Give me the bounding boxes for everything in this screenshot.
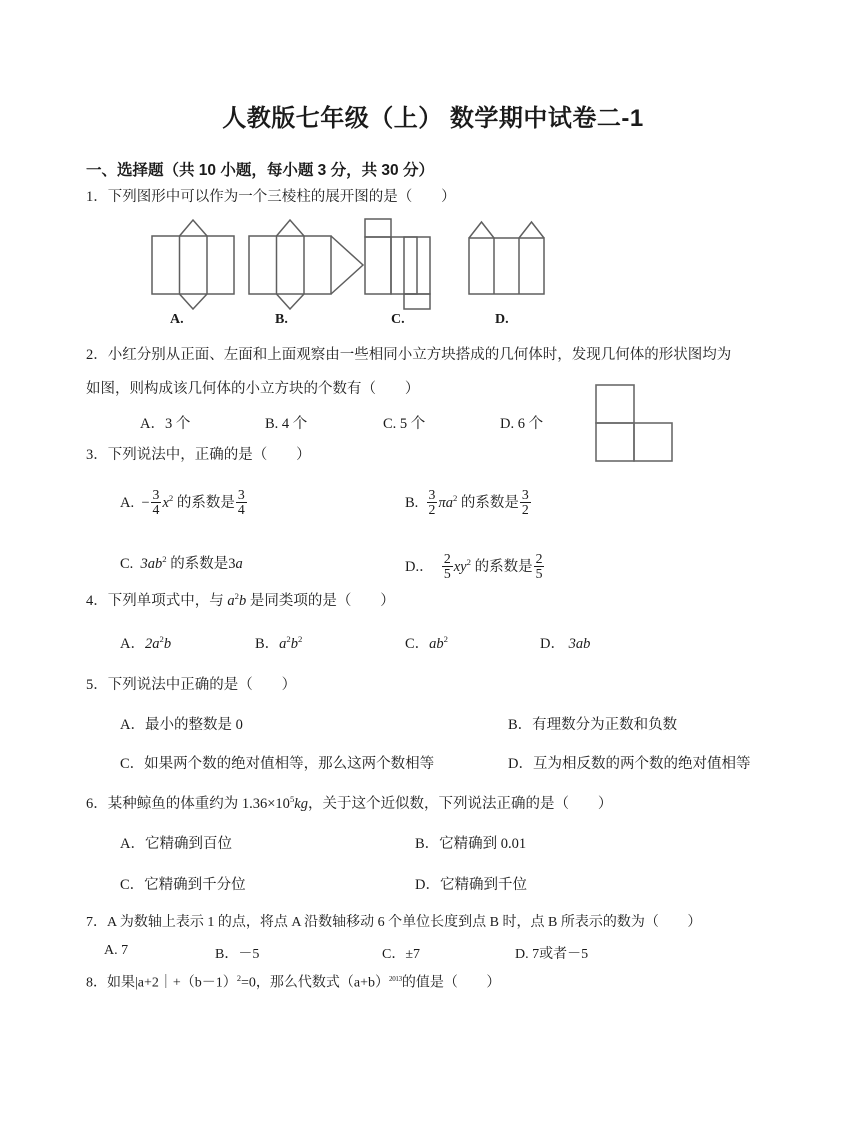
question-3 [86,444,311,466]
question-3-option-c-label: C. [120,556,134,572]
question-3-option-b-label: B. [405,494,419,511]
fraction-two-fifths: $\frac{2}{5}$ [443,551,451,582]
fraction-three-halves-2: $\frac{3}{2}$ [521,487,529,518]
question-4-option-c[interactable]: C．$ab^2$ [405,634,449,652]
question-5-option-a[interactable]: A．最小的整数是 0 [120,717,243,733]
net-label-c: C. [391,312,405,327]
question-7-number: 7． [86,915,107,930]
question-2-option-b[interactable]: B. 4 个 [265,416,308,432]
question-6-option-c[interactable]: C．它精确到千分位 [120,877,246,893]
question-2-option-a[interactable]: A．3 个 [140,416,191,432]
question-2-stem-line1: 小红分别从正面、左面和上面观察由一些相同小立方块搭成的几何体时，发现几何体的形状图均为 [107,347,732,363]
section-header-choice: 一、选择题（共 10 小题，每小题 3 分，共 30 分） [86,162,434,179]
question-1-stem: 下列图形中可以作为一个三棱柱的展开图的是（ [107,189,413,205]
fraction-three-quarters-2: $\frac{3}{4}$ [237,487,245,518]
fraction-two-fifths-2: $\frac{2}{5}$ [535,551,543,582]
question-7-option-c[interactable]: C．±7 [382,947,421,962]
question-4-option-d[interactable]: D． 3ab [540,636,591,652]
variable-a: a [445,494,453,511]
minus-sign: − [141,494,150,511]
question-6-option-a[interactable]: A．它精确到百位 [120,836,232,852]
question-3-option-a[interactable]: A. − $\frac{3}{4}$ $x^2$ 的系数是 $\frac{3}{4}$ [120,487,245,518]
fraction-three-quarters: $\frac{3}{4}$ [152,487,160,518]
question-6-option-d[interactable]: D．它精确到千位 [415,877,527,893]
net-option-b [247,218,369,310]
question-7-option-d[interactable]: D. 7或者－5 [515,947,589,962]
question-1-close: ） [441,189,456,205]
question-3-close: ） [296,447,311,463]
question-5: 5．下列说法中正确的是（ ） [86,677,297,693]
question-2-number: 2． [86,347,108,363]
question-1 [86,186,456,208]
question-5-option-d[interactable]: D．互为相反数的两个数的绝对值相等 [508,756,751,772]
question-5-option-c[interactable]: C．如果两个数的绝对值相等，那么这两个数相等 [120,756,435,772]
exponent-2013: 2013 [389,975,402,983]
net-option-a [141,218,245,310]
page-title: 人教版七年级（上） 数学期中试卷二-1 [222,105,644,132]
net-option-d [461,218,553,310]
question-7-option-b[interactable]: B．－5 [215,947,260,962]
question-8-number: 8． [86,975,107,991]
question-5-number: 5． [86,677,108,693]
question-3-stem: 下列说法中，正确的是（ [107,447,268,463]
question-4-number: 4． [86,593,108,609]
question-8: 8．如果$|a+2|+(b-1)^2=0$，那么代数式$(a+b)^{2013}$的值是（ ） [86,974,501,991]
question-3-option-d[interactable]: D.． $\frac{2}{5}$ $xy^2$ 的系数是 $\frac{2}{5}$ [405,551,543,582]
question-3-option-c[interactable]: C. $3ab^2$ 的系数是3a [120,554,243,572]
question-4-option-a[interactable]: A．$2a^2b$ [120,634,172,652]
unit-kg: kg [294,796,308,812]
question-2-option-c[interactable]: C. 5 个 [383,416,426,432]
net-label-a: A. [170,312,184,327]
question-3-option-b[interactable]: B. $\frac{3}{2}$ $\pi a^2$ 的系数是 $\frac{3}{2}$ [405,487,529,518]
question-7: 7．A 为数轴上表示 1 的点，将点 A 沿数轴移动 6 个单位长度到点 B 时，点 B 所表示的数为（ ） [86,915,702,930]
exponent-five: 5 [289,794,295,805]
question-4-option-b[interactable]: B．$a^2b^2$ [255,634,303,652]
variable-x: x [162,494,169,511]
variable-xy: xy [453,558,467,575]
question-3-number: 3． [86,447,108,463]
question-2-close: ） [404,381,420,397]
question-6: 6．某种鲸鱼的体重约为 $1.36\times 10^5kg$，关于这个近似数，下列说法正确的是（ ） [86,794,613,812]
fraction-three-halves: $\frac{3}{2}$ [428,487,436,518]
question-2-option-d[interactable]: D. 6 个 [500,416,544,432]
question-2 [86,344,731,366]
question-6-number: 6． [86,796,108,812]
question-1-number: 1． [86,189,108,205]
question-3-option-a-label: A. [120,494,135,511]
cube-shape-figure [595,384,695,464]
pi-symbol: π [438,494,446,511]
question-2-stem-line2: 如图，则构成该几何体的小立方块的个数有（ [86,381,376,397]
net-option-c [359,218,451,310]
question-3-option-d-label: D.． [405,558,434,575]
question-4: 4．下列单项式中，与 $a^2b$ 是同类项的是（ ） [86,591,395,609]
net-label-b: B. [275,312,288,327]
question-7-option-a[interactable]: A. 7 [104,943,129,958]
question-5-option-b[interactable]: B．有理数分为正数和负数 [508,717,678,733]
net-label-d: D. [495,312,509,327]
question-2-line2 [86,378,419,400]
question-6-option-b[interactable]: B．它精确到 0.01 [415,836,527,852]
